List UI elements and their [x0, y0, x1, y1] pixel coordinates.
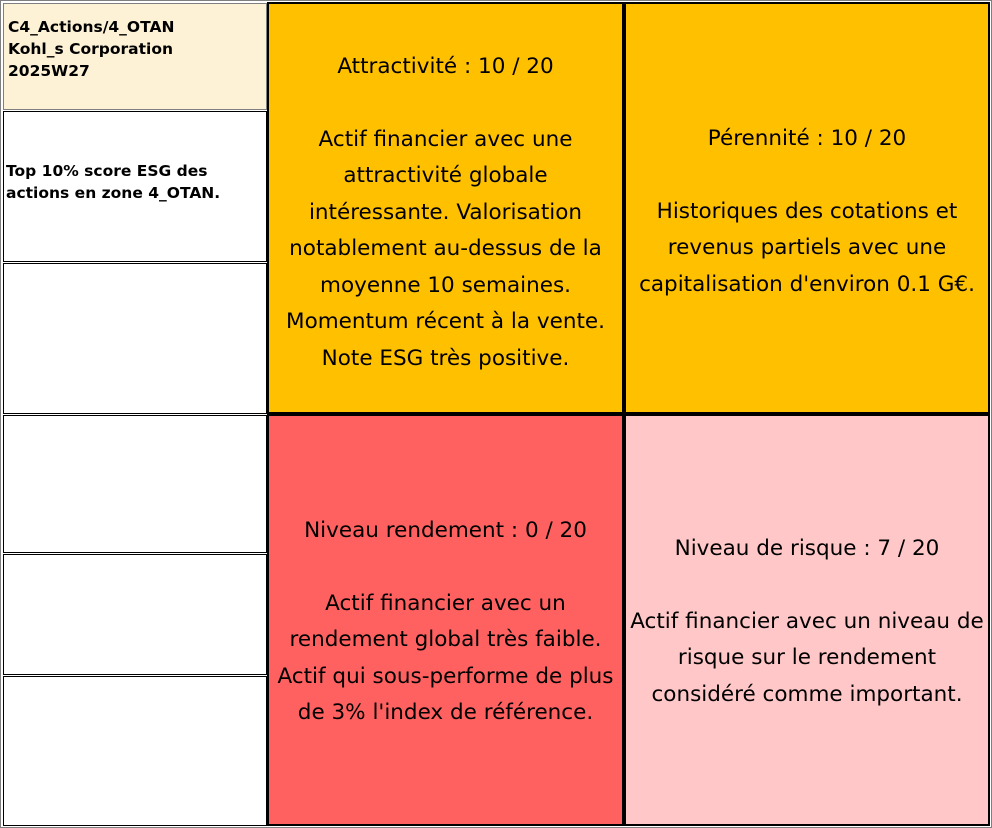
empty-cell [3, 263, 267, 414]
rendement-panel [267, 414, 624, 826]
asset-name: Kohl_s Corporation [8, 40, 174, 58]
attractivite-description: Actif financier avec une attractivité globale intéressante. Valorisation notablement au-dessus de la moyenne 10 semaines. Momentum récent à la vente. Note ESG très positive. [286, 126, 605, 371]
attractivite-panel [267, 2, 624, 414]
asset-description: Top 10% score ESG des actions en zone 4_OTAN. [3, 111, 267, 262]
perennite-description: Historiques des cotations et revenus partiels avec une capitalisation d'environ 0.1 G€. [639, 198, 975, 297]
risque-panel [624, 414, 990, 826]
empty-cell [3, 554, 267, 675]
risque-description: Actif financier avec un niveau de risque sur le rendement considéré comme important. [630, 608, 984, 707]
empty-cell [3, 676, 267, 826]
perennite-score: Pérennité : 10 / 20 [707, 126, 907, 151]
asset-category: C4_Actions/4_OTAN [8, 18, 175, 36]
empty-cell [3, 415, 267, 553]
rendement-description: Actif financier avec un rendement global très faible. Actif qui sous-performe de plus de 3% l'index de référence. [277, 590, 614, 725]
attractivite-score: Attractivité : 10 / 20 [337, 54, 554, 79]
report-week: 2025W27 [8, 62, 90, 80]
rendement-score: Niveau rendement : 0 / 20 [304, 518, 587, 543]
asset-header [3, 3, 267, 110]
risque-score: Niveau de risque : 7 / 20 [674, 536, 940, 561]
perennite-panel [624, 2, 990, 414]
